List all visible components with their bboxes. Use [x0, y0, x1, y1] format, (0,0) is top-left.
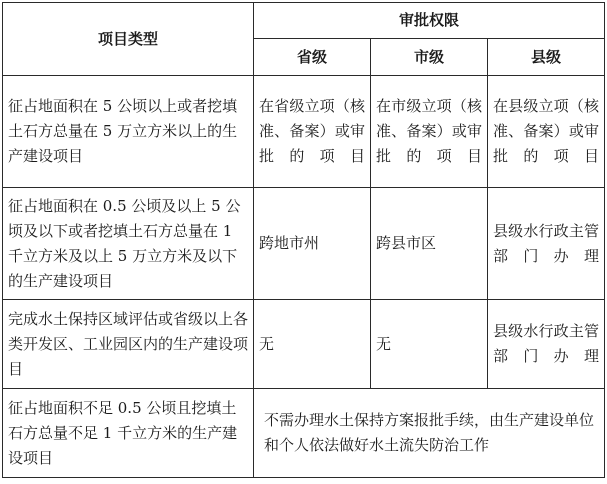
row-4-merged-note: 不需办理水土保持方案报批手续，由生产建设单位和个人依法做好水土流失防治工作: [254, 389, 605, 478]
row-4-type: 征占地面积不足 0.5 公顷且挖填土石方总量不足 1 千立方米的生产建设项目: [3, 389, 254, 478]
row-2-city: 跨县市区: [371, 188, 488, 300]
row-2-county: 县级水行政主管部门办理: [488, 188, 605, 300]
row-1-city: 在市级立项（核准、备案）或审批的项目: [371, 76, 488, 188]
row-1-province: 在省级立项（核准、备案）或审批的项目: [254, 76, 371, 188]
row-1-type: 征占地面积在 5 公顷以上或者挖填土石方总量在 5 万立方米以上的生产建设项目: [3, 76, 254, 188]
header-approval-authority: 审批权限: [254, 3, 605, 39]
table-row: [3, 188, 605, 300]
row-1-county: 在县级立项（核准、备案）或审批的项目: [488, 76, 605, 188]
table-row: [3, 389, 605, 478]
row-3-province: 无: [254, 300, 371, 389]
header-province: 省级: [254, 39, 371, 76]
row-2-type: 征占地面积在 0.5 公顷及以上 5 公顷及以下或者挖填土石方总量在 1 千立方米及以上 5 万立方米及以下的生产建设项目: [3, 188, 254, 300]
header-row-1: [3, 3, 605, 39]
table-row: [3, 76, 605, 188]
approval-authority-table: [2, 2, 605, 478]
row-3-city: 无: [371, 300, 488, 389]
row-3-type: 完成水土保持区域评估或省级以上各类开发区、工业园区内的生产建设项目: [3, 300, 254, 389]
header-county: 县级: [488, 39, 605, 76]
header-project-type: 项目类型: [3, 3, 254, 76]
row-3-county: 县级水行政主管部门办理: [488, 300, 605, 389]
table-row: [3, 300, 605, 389]
header-city: 市级: [371, 39, 488, 76]
row-2-province: 跨地市州: [254, 188, 371, 300]
